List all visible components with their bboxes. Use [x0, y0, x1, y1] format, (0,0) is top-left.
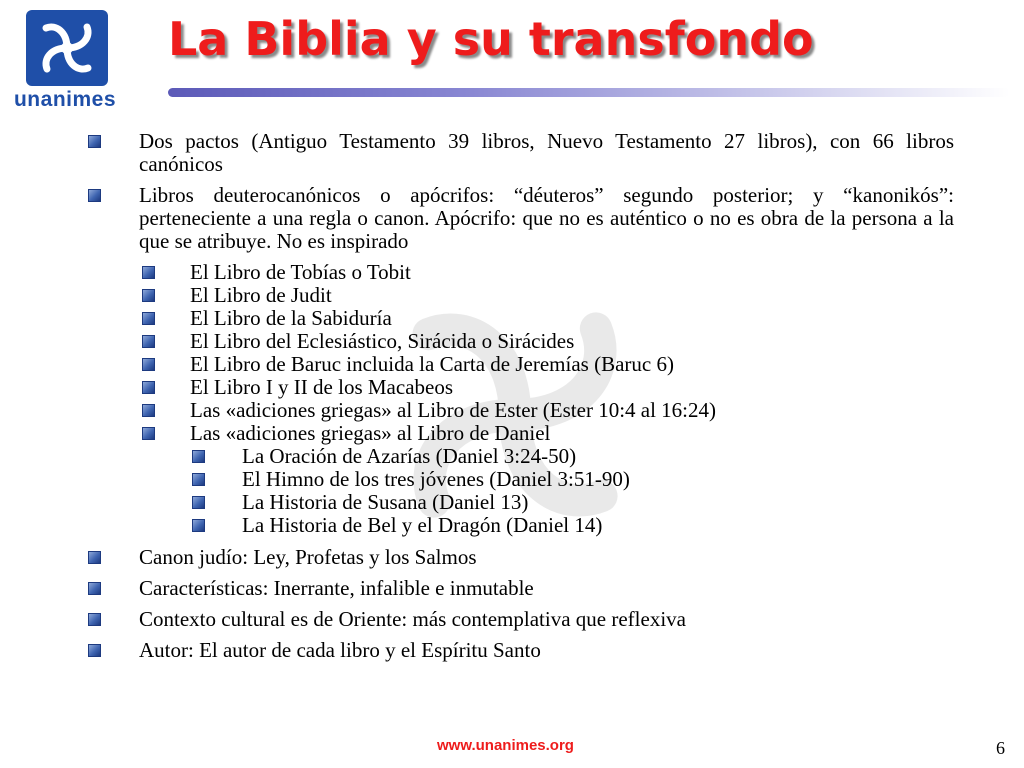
- bullet-icon: [142, 266, 155, 279]
- bullet-text: Libros deuterocanónicos o apócrifos: “déuteros” segundo posterior; y “kanonikós”: perteneciente a una regla o canon. Apócrifo: que no es auténtico o no es obra de la persona a la que se atribuye. No es inspirado: [139, 183, 954, 253]
- bullet-text: El Libro de la Sabiduría: [190, 306, 392, 330]
- bullet-icon: [142, 289, 155, 302]
- bullet-text: El Libro I y II de los Macabeos: [190, 375, 454, 399]
- bullet-icon: [192, 473, 205, 486]
- bullet-text: Características: Inerrante, infalible e inmutable: [139, 576, 534, 600]
- bullet-icon: [142, 335, 155, 348]
- bullet-icon: [142, 358, 155, 371]
- sub-bullet-item: [86, 376, 954, 399]
- logo-emblem-icon: [26, 10, 108, 86]
- sub-bullet-item: [86, 399, 954, 422]
- title-underline-bar: [168, 88, 1010, 97]
- sub-bullet-item: [86, 353, 954, 376]
- sub-bullet-item: [86, 330, 954, 353]
- bullet-icon: [192, 496, 205, 509]
- sub-bullet-item: [86, 422, 954, 445]
- bullet-list: [86, 130, 954, 670]
- bullet-icon: [88, 644, 101, 657]
- bullet-item: [86, 577, 954, 600]
- bullet-icon: [142, 312, 155, 325]
- sub-sub-bullet-item: [86, 445, 954, 468]
- bullet-text: Las «adiciones griegas» al Libro de Ester (Ester 10:4 al 16:24): [190, 398, 717, 422]
- bullet-icon: [142, 427, 155, 440]
- bullet-icon: [192, 450, 205, 463]
- unanimes-logo: [10, 6, 120, 110]
- bullet-text: El Himno de los tres jóvenes (Daniel 3:51-90): [242, 467, 630, 491]
- bullet-icon: [88, 582, 101, 595]
- bullet-icon: [192, 519, 205, 532]
- bullet-text: Las «adiciones griegas» al Libro de Daniel: [190, 421, 551, 445]
- slide-title: La Biblia y su transfondo: [168, 12, 814, 66]
- bullet-icon: [88, 135, 101, 148]
- sub-bullet-item: [86, 261, 954, 284]
- footer-url-link[interactable]: www.unanimes.org: [437, 737, 574, 754]
- bullet-icon: [142, 381, 155, 394]
- bullet-icon: [88, 189, 101, 202]
- sub-sub-bullet-item: [86, 514, 954, 537]
- bullet-text: El Libro de Tobías o Tobit: [190, 260, 411, 284]
- bullet-icon: [88, 551, 101, 564]
- bullet-item: [86, 130, 954, 176]
- bullet-icon: [88, 613, 101, 626]
- bullet-text: El Libro de Judit: [190, 283, 332, 307]
- bullet-text: El Libro del Eclesiástico, Sirácida o Sirácides: [190, 329, 575, 353]
- bullet-text: El Libro de Baruc incluida la Carta de Jeremías (Baruc 6): [190, 352, 674, 376]
- bullet-text: La Historia de Bel y el Dragón (Daniel 14): [242, 513, 603, 537]
- sub-sub-bullet-item: [86, 491, 954, 514]
- bullet-text: Contexto cultural es de Oriente: más contemplativa que reflexiva: [139, 607, 686, 631]
- bullet-text: Canon judío: Ley, Profetas y los Salmos: [139, 545, 477, 569]
- bullet-item: [86, 184, 954, 253]
- bullet-item: [86, 546, 954, 569]
- bullet-icon: [142, 404, 155, 417]
- bullet-item: [86, 608, 954, 631]
- sub-sub-bullet-item: [86, 468, 954, 491]
- logo-text: unanimes: [13, 88, 117, 111]
- bullet-text: La Oración de Azarías (Daniel 3:24-50): [242, 444, 577, 468]
- bullet-text: La Historia de Susana (Daniel 13): [242, 490, 529, 514]
- sub-bullet-item: [86, 284, 954, 307]
- bullet-item: [86, 639, 954, 662]
- bullet-text: Dos pactos (Antiguo Testamento 39 libros, Nuevo Testamento 27 libros), con 66 libros canónicos: [139, 129, 954, 176]
- page-number: 6: [996, 738, 1005, 758]
- bullet-text: Autor: El autor de cada libro y el Espíritu Santo: [139, 638, 541, 662]
- sub-bullet-item: [86, 307, 954, 330]
